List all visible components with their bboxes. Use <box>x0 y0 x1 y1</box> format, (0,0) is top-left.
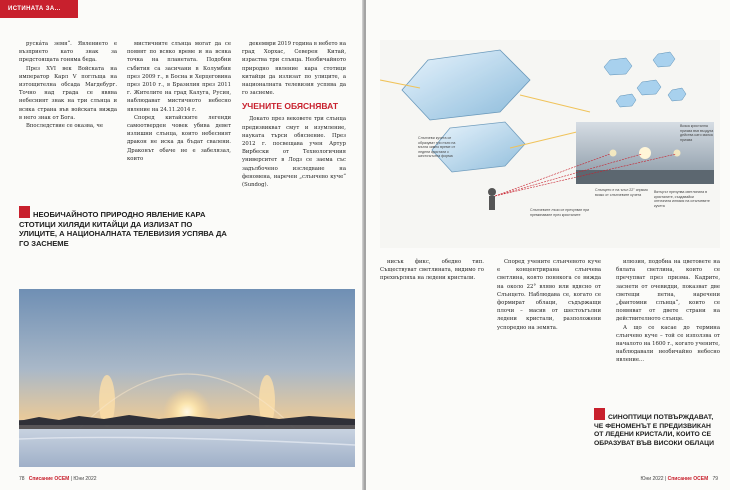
diagram-caption: Всяка кристална призма във въздуха действа като малка призма <box>680 124 714 142</box>
paragraph: рускáта земя“. Явлението е възприето като знак за предстоящата гоняма беда. <box>19 41 117 64</box>
pull-quote-left <box>19 206 229 248</box>
issue-date: Юни 2022 <box>640 476 664 482</box>
left-column-3 <box>242 40 346 189</box>
brand-name: Списание ОСЕМ <box>667 476 709 482</box>
quote-mark-icon <box>19 206 30 218</box>
quote-mark-icon <box>594 408 605 420</box>
paragraph: През XVI век Войската на император Карл V поглъща на изтощителна обсада Магдебург. Точно над града се явява небесният знак на три слънца и всяка страна във войската вижда в него знак от Бога. <box>19 65 117 121</box>
pull-quote-text: НЕОБИЧАЙНОТО ПРИРОДНО ЯВЛЕНИЕ КАРА СТОТИЦИ ХИЛЯДИ КИТАЙЦИ ДА ИЗЛИЗАТ ПО УЛИЦИТЕ, А НАЦИОНАЛНАТА ТЕЛЕВИЗИЯ УСПЯВА ДА ГО ЗАСНЕМЕ <box>19 210 227 248</box>
section-tag: ИСТИНАТА ЗА... <box>0 0 78 18</box>
left-column-2 <box>127 40 231 163</box>
right-column-1 <box>380 258 484 283</box>
right-page <box>366 0 730 490</box>
paragraph: мистичните слънца могат да се появят по всяко време и на всяка точка на планетата. Подобни събития са засичани в Колумбия през 2009 г., в Босна и Херцеговина през 2010 г., в Бразилия през 2011 г. Жителите на град Калуга, Русия, наблюдават мистичното небесно явление на 24.11.2014 г. <box>127 41 231 113</box>
right-footer: Юни 2022 | Списание ОСЕМ 79 <box>640 476 718 482</box>
paragraph: Впоследствие се оказва, че <box>26 123 104 130</box>
left-column-1 <box>19 40 117 130</box>
right-column-2 <box>497 258 601 332</box>
paragraph: нисък фикс, обедно тип. Съществуват светлината, видимо го прехвърляха на ледени кристали. <box>380 259 484 282</box>
left-footer: 78 Списание ОСЕМ | Юни 2022 <box>19 476 97 482</box>
paragraph: А що се касае до термина слънчево куче – той се използва от началото на 1600 г., когато учените, наблюдавали необичайно небесно явление... <box>616 324 720 364</box>
brand-name: Списание ОСЕМ <box>28 476 70 482</box>
diagram-caption: Слънцето е на ъгъл 22° спрямо всяко от слънчевите кучета <box>595 188 648 197</box>
sundog-diagram <box>380 40 720 248</box>
section-subhead: УЧЕНИТЕ ОБЯСНЯВАТ <box>242 101 339 112</box>
paragraph: Докато през вековете три слънца предизвикват смут и изумление, науката търси обяснение. През 2012 г. посвещава учен Артур Вирбески от Технологичния университет в Лодз се заема със задълбочено изследване на феномена, наречен „слънчево куче“ (Sundog). <box>242 116 346 189</box>
paragraph: декември 2019 година в небето на град Хорхас, Северен Китай, израства три слънца. Необичайното природно явление кара стотици китайци да излизат по улиците, а националната телевизия успява да го заснеме. <box>242 41 346 97</box>
observer-figure <box>488 188 496 210</box>
page-number: 79 <box>712 476 718 482</box>
page-number: 78 <box>19 476 25 482</box>
diagram-caption: Слънчеви кучета се образуват три пъти на мъгла зимно време от ледени кристали с шестоъгълна форма <box>418 136 456 159</box>
pull-quote-right <box>594 408 722 448</box>
issue-date: Юни 2022 <box>73 476 97 482</box>
paragraph: илюзия, подобна на цветовете на бялата светлина, които се пречупват през призма. Кадрите, заснети от очевидци, показват две светещи петна, наречени „фантомни слънца“, които се появяват от двете страни на действителното слънце. <box>616 259 720 323</box>
left-page <box>0 0 364 490</box>
right-column-3 <box>616 258 720 365</box>
diagram-caption: Слънчевите лъчи се пречупват при преминаване през кристалите <box>530 208 590 217</box>
pull-quote-text: СИНОПТИЦИ ПОТВЪРЖДАВАТ, ЧЕ ФЕНОМЕНЪТ Е ПРЕДИЗВИКАН ОТ ЛЕДЕНИ КРИСТАЛИ, КОИТО СЕ ОБРАЗУВАТ ВЪВ ВИСОКИ ОБЛАЦИ <box>594 414 714 447</box>
paragraph: Според китайските легенди самоотверден човек убива девет излишни слънца, които небесният дракон не иска да бъдат свалени. Драконът обаче не е забелязал, които <box>127 114 231 162</box>
sundog-photo <box>19 289 355 467</box>
diagram-caption: Вятърът пречупва светлината в кристалите, създавайки оптичната илюзия на слънчевите кучета <box>654 190 710 208</box>
paragraph: Според учените слънчевото куче е концентрирана слънчева светлина, която понякога се вижда на около 22° вляво или вдясно от Слънцето. Наблюдава се, когато се формират облаци, съдържащи плочи – масив от шестоъгълни ледени кристали, разположени успоредно на земята. <box>497 259 601 331</box>
